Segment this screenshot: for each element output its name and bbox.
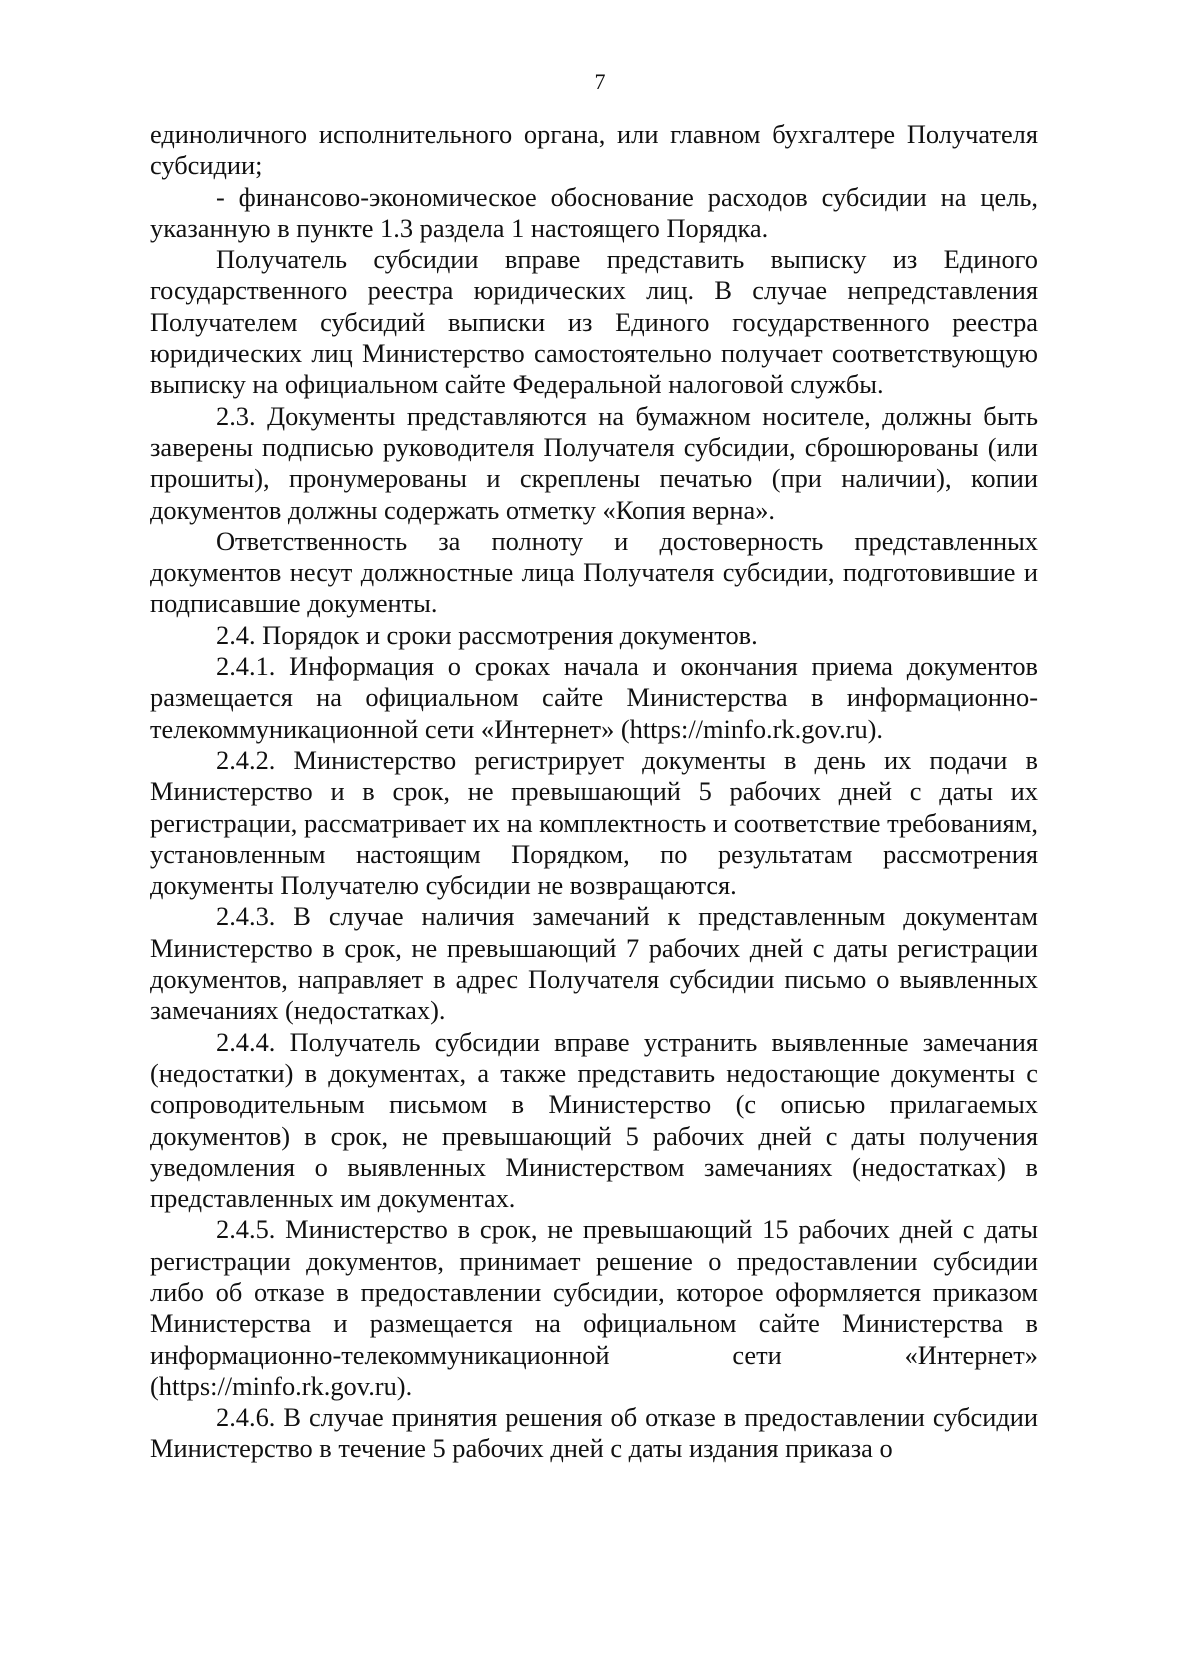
paragraph-2-4-6: 2.4.6. В случае принятия решения об отказе в предоставлении субсидии Министерство в течение 5 рабочих дней с даты издания приказа о xyxy=(150,1402,1038,1464)
paragraph-2-4-5: 2.4.5. Министерство в срок, не превышающий 15 рабочих дней с даты регистрации документов, принимает решение о предоставлении субсидии либо об отказе в предоставлении субсидии, которое оформляется приказом Министерства и размещается на официальном сайте Министерства в информационно-телекоммуникационной сети «Интернет» (https://minfo.rk.gov.ru). xyxy=(150,1214,1038,1401)
paragraph-financial-justification: - финансово-экономическое обоснование расходов субсидии на цель, указанную в пункте 1.3 раздела 1 настоящего Порядка. xyxy=(150,181,1038,243)
paragraph-2-3: 2.3. Документы представляются на бумажном носителе, должны быть заверены подписью руководителя Получателя субсидии, сброшюрованы (или прошиты), пронумерованы и скреплены печатью (при наличии), копии документов должны содержать отметку «Копия верна». xyxy=(150,400,1038,525)
paragraph-2-4-4: 2.4.4. Получатель субсидии вправе устранить выявленные замечания (недостатки) в документах, а также представить недостающие документы с сопроводительным письмом в Министерство (с описью прилагаемых документов) в срок, не превышающий 5 рабочих дней с даты получения уведомления о выявленных Министерством замечаниях (недостатках) в представленных им документах. xyxy=(150,1026,1038,1214)
paragraph-2-4-2: 2.4.2. Министерство регистрирует документы в день их подачи в Министерство и в срок, не превышающий 5 рабочих дней с даты их регистрации, рассматривает их на комплектность и соответствие требованиям, установленным настоящим Порядком, по результатам рассмотрения документы Получателю субсидии не возвращаются. xyxy=(150,744,1038,901)
paragraph-continuation: единоличного исполнительного органа, или главном бухгалтере Получателя субсидии; xyxy=(150,119,1038,181)
paragraph-egrul-extract: Получатель субсидии вправе представить выписку из Единого государственного реестра юридических лиц. В случае непредставления Получателем субсидий выписки из Единого государственного реестра юридических лиц Министерство самостоятельно получает соответствующую выписку на официальном сайте Федеральной налоговой службы. xyxy=(150,244,1038,400)
page-number: 7 xyxy=(594,69,606,94)
paragraph-2-4: 2.4. Порядок и сроки рассмотрения документов. xyxy=(216,619,758,650)
paragraph-responsibility: Ответственность за полноту и достоверность представленных документов несут должностные лица Получателя субсидии, подготовившие и подписавшие документы. xyxy=(150,525,1038,619)
paragraph-2-4-3: 2.4.3. В случае наличия замечаний к представленным документам Министерство в срок, не превышающий 7 рабочих дней с даты регистрации документов, направляет в адрес Получателя субсидии письмо о выявленных замечаниях (недостатках). xyxy=(150,901,1038,1026)
paragraph-2-4-1: 2.4.1. Информация о сроках начала и окончания приема документов размещается на официальном сайте Министерства в информационно-телекоммуникационной сети «Интернет» (https://minfo.rk.gov.ru). xyxy=(150,651,1038,744)
document-body xyxy=(150,119,1038,1465)
